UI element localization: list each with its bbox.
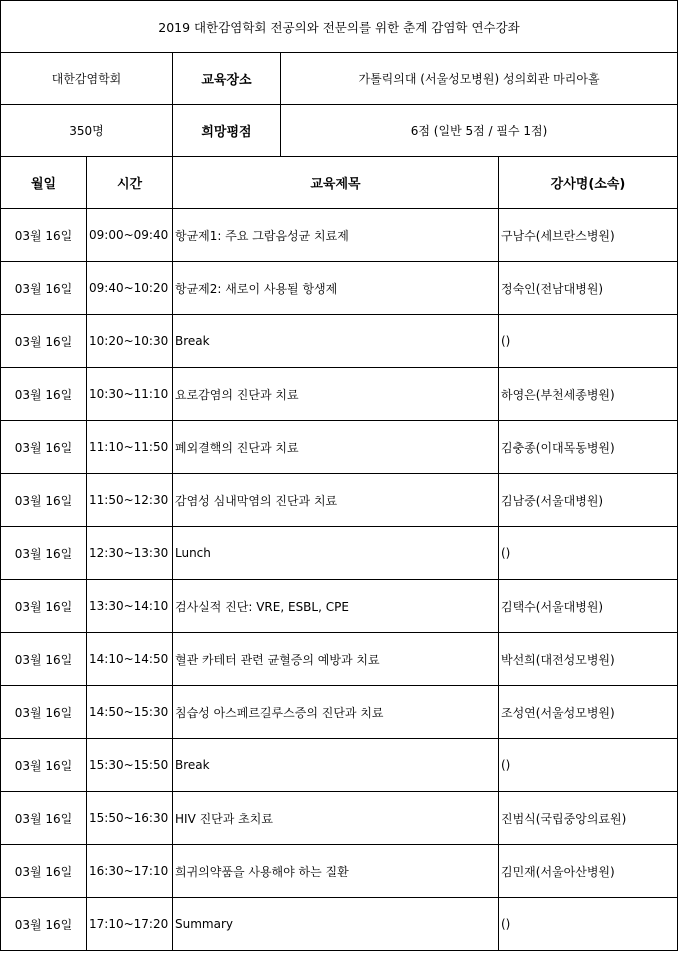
organizer-value: 대한감염학회 (1, 53, 173, 105)
row-time: 11:50~12:30 (87, 474, 173, 527)
score-label: 희망평점 (173, 105, 281, 157)
row-time: 14:50~15:30 (87, 686, 173, 739)
table-row (1, 315, 678, 368)
score-row (1, 105, 678, 157)
row-time: 10:20~10:30 (87, 315, 173, 368)
row-date: 03월 16일 (1, 633, 87, 686)
capacity-value: 350명 (1, 105, 173, 157)
row-time: 11:10~11:50 (87, 421, 173, 474)
row-lecturer: 구남수(세브란스병원) (499, 209, 678, 262)
row-date: 03월 16일 (1, 527, 87, 580)
table-row (1, 209, 678, 262)
row-subject: Break (173, 315, 499, 368)
row-lecturer: 박선희(대전성모병원) (499, 633, 678, 686)
header-subject: 교육제목 (173, 157, 499, 209)
row-lecturer: 김택수(서울대병원) (499, 580, 678, 633)
venue-row (1, 53, 678, 105)
table-row (1, 262, 678, 315)
row-subject: 요로감염의 진단과 치료 (173, 368, 499, 421)
table-row (1, 633, 678, 686)
row-subject: 검사실적 진단: VRE, ESBL, CPE (173, 580, 499, 633)
row-lecturer: () (499, 315, 678, 368)
row-date: 03월 16일 (1, 898, 87, 951)
row-subject: 침습성 아스페르길루스증의 진단과 치료 (173, 686, 499, 739)
row-lecturer: 김충종(이대목동병원) (499, 421, 678, 474)
row-subject: 희귀의약품을 사용해야 하는 질환 (173, 845, 499, 898)
row-subject: HIV 진단과 초치료 (173, 792, 499, 845)
score-value: 6점 (일반 5점 / 필수 1점) (281, 105, 678, 157)
row-time: 15:50~16:30 (87, 792, 173, 845)
row-lecturer: () (499, 527, 678, 580)
table-row (1, 898, 678, 951)
row-subject: 폐외결핵의 진단과 치료 (173, 421, 499, 474)
row-date: 03월 16일 (1, 368, 87, 421)
table-row (1, 845, 678, 898)
row-date: 03월 16일 (1, 580, 87, 633)
row-date: 03월 16일 (1, 209, 87, 262)
row-date: 03월 16일 (1, 262, 87, 315)
row-time: 14:10~14:50 (87, 633, 173, 686)
row-subject: 혈관 카테터 관련 균혈증의 예방과 치료 (173, 633, 499, 686)
header-time: 시간 (87, 157, 173, 209)
header-row (1, 157, 678, 209)
table-row (1, 739, 678, 792)
venue-value: 가톨릭의대 (서울성모병원) 성의회관 마리아홀 (281, 53, 678, 105)
row-time: 13:30~14:10 (87, 580, 173, 633)
header-lecturer: 강사명(소속) (499, 157, 678, 209)
row-subject: 감염성 심내막염의 진단과 치료 (173, 474, 499, 527)
header-date: 월일 (1, 157, 87, 209)
row-subject: Summary (173, 898, 499, 951)
row-lecturer: 진범식(국립중앙의료원) (499, 792, 678, 845)
row-time: 12:30~13:30 (87, 527, 173, 580)
row-date: 03월 16일 (1, 792, 87, 845)
row-date: 03월 16일 (1, 315, 87, 368)
row-time: 15:30~15:50 (87, 739, 173, 792)
venue-label: 교육장소 (173, 53, 281, 105)
row-lecturer: 정숙인(전남대병원) (499, 262, 678, 315)
row-lecturer: () (499, 739, 678, 792)
row-date: 03월 16일 (1, 845, 87, 898)
title-row (1, 1, 678, 53)
row-lecturer: () (499, 898, 678, 951)
table-row (1, 474, 678, 527)
row-subject: 항균제1: 주요 그람음성균 치료제 (173, 209, 499, 262)
document-title: 2019 대한감염학회 전공의와 전문의를 위한 춘계 감염학 연수강좌 (1, 1, 678, 53)
row-lecturer: 조성연(서울성모병원) (499, 686, 678, 739)
table-row (1, 368, 678, 421)
row-time: 09:40~10:20 (87, 262, 173, 315)
row-time: 17:10~17:20 (87, 898, 173, 951)
row-date: 03월 16일 (1, 474, 87, 527)
row-date: 03월 16일 (1, 686, 87, 739)
row-lecturer: 김민재(서울아산병원) (499, 845, 678, 898)
table-row (1, 792, 678, 845)
row-date: 03월 16일 (1, 421, 87, 474)
table-row (1, 686, 678, 739)
row-time: 09:00~09:40 (87, 209, 173, 262)
row-subject: Lunch (173, 527, 499, 580)
row-subject: 항균제2: 새로이 사용될 항생제 (173, 262, 499, 315)
row-time: 10:30~11:10 (87, 368, 173, 421)
row-lecturer: 김남중(서울대병원) (499, 474, 678, 527)
table-row (1, 527, 678, 580)
row-time: 16:30~17:10 (87, 845, 173, 898)
row-subject: Break (173, 739, 499, 792)
table-row (1, 421, 678, 474)
row-lecturer: 하영은(부천세종병원) (499, 368, 678, 421)
table-row (1, 580, 678, 633)
row-date: 03월 16일 (1, 739, 87, 792)
